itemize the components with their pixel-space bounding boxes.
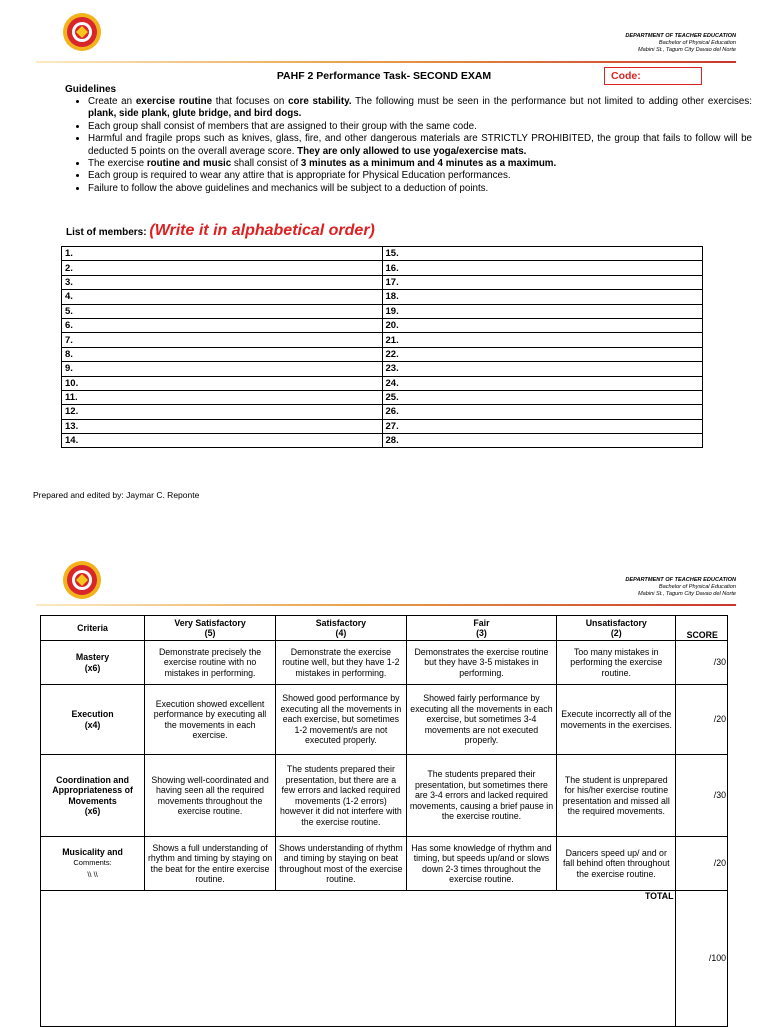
fair-cell: The students prepared their presentation, but sometimes there are 3-4 errors and lacked required movements, causing a brief pause in the exercise routine.	[406, 755, 556, 837]
member-cell[interactable]: 21.	[382, 333, 703, 347]
member-cell[interactable]: 18.	[382, 290, 703, 304]
very-satisfactory-cell: Execution showed excellent performance by executing all the movements in each exercise.	[145, 685, 276, 755]
member-cell[interactable]: 20.	[382, 318, 703, 332]
rubric-header-row	[41, 616, 728, 641]
guideline-item: • Each group is required to wear any attire that is appropriate for Physical Education performances.	[88, 170, 752, 182]
guideline-item: • Create an exercise routine that focuses on core stability. The following must be seen in the performance but not limited to adding other exercises: plank, side plank, glute bridge, and bird dogs.	[88, 96, 752, 121]
member-cell[interactable]: 14.	[62, 434, 383, 448]
guideline-item: • The exercise routine and music shall consist of 3 minutes as a minimum and 4 minutes as a maximum.	[88, 158, 752, 170]
score-cell: /20	[676, 837, 728, 891]
member-cell[interactable]: 1.	[62, 247, 383, 261]
very-satisfactory-cell: Shows a full understanding of rhythm and timing by staying on the beat for the entire exercise routine.	[145, 837, 276, 891]
member-row	[62, 318, 703, 332]
rubric-table	[40, 615, 728, 1027]
criteria-cell: Musicality and Comments: \\ \\	[41, 837, 145, 891]
score-header: SCORE	[676, 616, 728, 641]
comments-mark: \\ \\	[87, 869, 98, 879]
member-row	[62, 419, 703, 433]
rubric-row-coordination	[41, 755, 728, 837]
member-cell[interactable]: 23.	[382, 362, 703, 376]
member-cell[interactable]: 25.	[382, 390, 703, 404]
fair-cell: Showed fairly performance by executing all the movements in each exercise, but sometimes 3-4 movements are not executed properly.	[406, 685, 556, 755]
prepared-by: Prepared and edited by: Jaymar C. Reponte	[33, 490, 200, 500]
rubric-total-row	[41, 891, 728, 1027]
school-seal-icon	[62, 560, 102, 600]
fair-header: Fair (3)	[406, 616, 556, 641]
very-satisfactory-cell: Demonstrate precisely the exercise routine with no mistakes in performing.	[145, 641, 276, 685]
member-cell[interactable]: 16.	[382, 261, 703, 275]
criteria-cell: Mastery (x6)	[41, 641, 145, 685]
fair-cell: Has some knowledge of rhythm and timing, but speeds up/and or slows down 2-3 times throughout the exercise routine.	[406, 837, 556, 891]
members-note: (Write it in alphabetical order)	[149, 222, 375, 239]
comments-label: Comments:	[73, 858, 112, 868]
score-cell: /20	[676, 685, 728, 755]
department-header	[625, 577, 736, 598]
guideline-item: • Each group shall consist of members that are assigned to their group with the same code.	[88, 121, 752, 133]
unsatisfactory-cell: Dancers speed up/ and or fall behind often throughout the exercise routine.	[557, 837, 676, 891]
member-cell[interactable]: 6.	[62, 318, 383, 332]
member-cell[interactable]: 12.	[62, 405, 383, 419]
program-name: Bachelor of Physical Education	[658, 584, 736, 590]
header-divider	[36, 604, 736, 606]
satisfactory-cell: Showed good performance by executing all the movements in each exercise, but sometimes 1-2 movement/s are not executed properly.	[275, 685, 406, 755]
unsatisfactory-header: Unsatisfactory (2)	[557, 616, 676, 641]
code-box: Code:	[604, 67, 702, 85]
member-cell[interactable]: 10.	[62, 376, 383, 390]
member-row	[62, 290, 703, 304]
department-name: DEPARTMENT OF TEACHER EDUCATION	[625, 577, 736, 583]
total-score: /100	[676, 891, 728, 1027]
score-cell: /30	[676, 641, 728, 685]
member-cell[interactable]: 17.	[382, 275, 703, 289]
guideline-item: • Harmful and fragile props such as knives, glass, fire, and other dangerous materials are STRICTLY PROHIBITED, the group that fails to follow will be deducted 5 points on the overall average score. They are only allowed to use yoga/exercise mats.	[88, 133, 752, 158]
rubric-row-mastery	[41, 641, 728, 685]
member-cell[interactable]: 15.	[382, 247, 703, 261]
header-divider	[36, 61, 736, 63]
member-row	[62, 261, 703, 275]
unsatisfactory-cell: Too many mistakes in performing the exercise routine.	[557, 641, 676, 685]
member-cell[interactable]: 27.	[382, 419, 703, 433]
satisfactory-cell: Demonstrate the exercise routine well, but they have 1-2 mistakes in performing.	[275, 641, 406, 685]
member-row	[62, 247, 703, 261]
member-row	[62, 333, 703, 347]
member-cell[interactable]: 28.	[382, 434, 703, 448]
member-cell[interactable]: 7.	[62, 333, 383, 347]
member-row	[62, 405, 703, 419]
member-cell[interactable]: 4.	[62, 290, 383, 304]
member-row	[62, 362, 703, 376]
total-label: TOTAL	[41, 891, 676, 1027]
member-cell[interactable]: 8.	[62, 347, 383, 361]
members-table	[61, 246, 703, 448]
rubric-row-musicality	[41, 837, 728, 891]
member-row	[62, 304, 703, 318]
member-row	[62, 347, 703, 361]
guideline-item: • Failure to follow the above guidelines and mechanics will be subject to a deduction of points.	[88, 183, 752, 195]
member-cell[interactable]: 26.	[382, 405, 703, 419]
score-cell: /30	[676, 755, 728, 837]
member-row	[62, 376, 703, 390]
member-cell[interactable]: 22.	[382, 347, 703, 361]
department-name: DEPARTMENT OF TEACHER EDUCATION	[625, 33, 736, 39]
guidelines-heading: Guidelines	[65, 84, 117, 95]
page-title: PAHF 2 Performance Task- SECOND EXAM	[276, 70, 492, 82]
members-label-row	[66, 222, 375, 240]
criteria-header: Criteria	[41, 616, 145, 641]
address: Mabini St., Tagum City Davao del Norte	[637, 47, 736, 53]
program-name: Bachelor of Physical Education	[658, 40, 736, 46]
member-cell[interactable]: 19.	[382, 304, 703, 318]
unsatisfactory-cell: The student is unprepared for his/her exercise routine presentation and missed all the required movements.	[557, 755, 676, 837]
member-row	[62, 275, 703, 289]
criteria-cell: Execution (x4)	[41, 685, 145, 755]
member-cell[interactable]: 3.	[62, 275, 383, 289]
satisfactory-cell: The students prepared their presentation, but there are a few errors and lacked required movements (1-2 errors) however it did not interfere with the exercise routine.	[275, 755, 406, 837]
department-header	[625, 33, 736, 54]
guidelines-list	[72, 96, 752, 195]
rubric-row-execution	[41, 685, 728, 755]
member-cell[interactable]: 24.	[382, 376, 703, 390]
member-row	[62, 390, 703, 404]
member-cell[interactable]: 9.	[62, 362, 383, 376]
member-cell[interactable]: 11.	[62, 390, 383, 404]
unsatisfactory-cell: Execute incorrectly all of the movements in the exercises.	[557, 685, 676, 755]
very-satisfactory-cell: Showing well-coordinated and having seen all the required movements throughout the exercise routine.	[145, 755, 276, 837]
address: Mabini St., Tagum City Davao del Norte	[637, 591, 736, 597]
school-seal-icon	[62, 12, 102, 52]
members-label: List of members:	[66, 227, 150, 238]
very-satisfactory-header: Very Satisfactory (5)	[145, 616, 276, 641]
criteria-cell: Coordination and Appropriateness of Movements (x6)	[41, 755, 145, 837]
member-cell[interactable]: 5.	[62, 304, 383, 318]
fair-cell: Demonstrates the exercise routine but they have 3-5 mistakes in performing.	[406, 641, 556, 685]
member-cell[interactable]: 2.	[62, 261, 383, 275]
member-row	[62, 434, 703, 448]
member-cell[interactable]: 13.	[62, 419, 383, 433]
satisfactory-cell: Shows understanding of rhythm and timing by staying on beat throughout most of the exercise routine.	[275, 837, 406, 891]
satisfactory-header: Satisfactory (4)	[275, 616, 406, 641]
